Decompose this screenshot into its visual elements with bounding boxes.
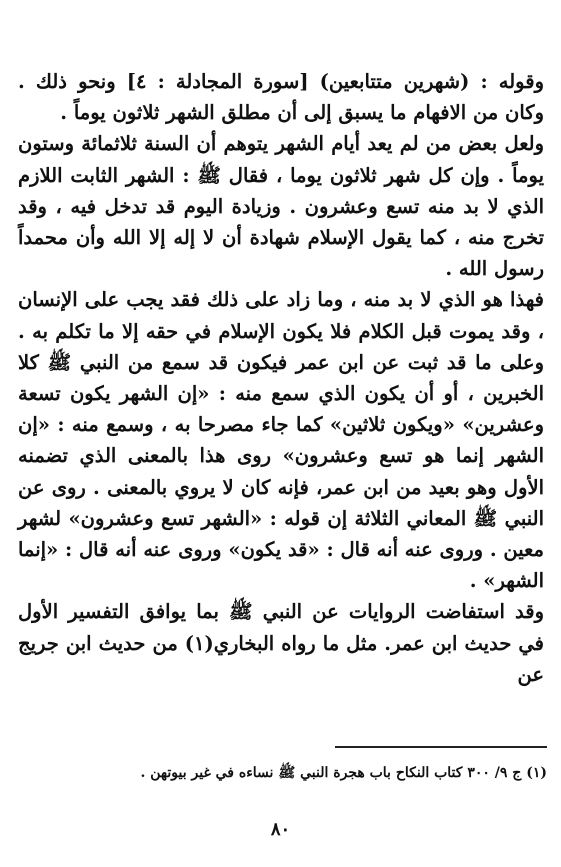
paragraph-2: ولعل بعض من لم يعد أيام الشهر يتوهم أن السنة ثلاثمائة وستون يوماً . وإن كل شهر ثلاثون يوما ، فقال ﷺ : الشهر الثابت اللازم الذي لا بد منه تسع وعشرون . وزيادة اليوم قد تدخل فيه ، وقد تخرج منه ، كما يقول الإسلام شهادة أن لا إله إلا الله وأن محمداً رسول الله . [18, 132, 544, 281]
footnote: (١) ج ٩/ ٣٠٠ كتاب النكاح باب هجرة النبي ﷺ نساءه في غير بيوتهن . [140, 765, 547, 781]
page-number: ٨٠ [270, 819, 291, 840]
paragraph-3: فهذا هو الذي لا بد منه ، وما زاد على ذلك فقد يجب على الإنسان ، وقد يموت قبل الكلام فلا يكون الإسلام في حقه إلا ما تكلم به . وعلى ما قد ثبت عن ابن عمر فيكون قد سمع من النبي ﷺ كلا الخبرين ، أو أن يكون الذي سمع منه : «إن الشهر يكون تسعة وعشرين» «ويكون ثلاثين» كما جاء مصرحا به ، وسمع منه : «إن الشهر إنما هو تسع وعشرون» روى هذا بالمعنى الذي تضمنه الأول وهو بعيد من ابن عمر، فإنه كان لا يروي بالمعنى . روى عن النبي ﷺ المعاني الثلاثة إن قوله : «الشهر تسع وعشرون» لشهر معين . وروى عنه أنه قال : «قد يكون» وروى عنه أنه قال : «إنما الشهر» . [17, 288, 544, 593]
paragraph-4: وقد استفاضت الروايات عن النبي ﷺ بما يوافق التفسير الأول في حديث ابن عمر. مثل ما رواه البخاري(١) من حديث ابن جريج عن [18, 600, 544, 686]
footnote-divider [335, 746, 547, 748]
main-text [18, 66, 544, 690]
paragraph-1: وقوله : (شهرين متتابعين) [سورة المجادلة : ٤] ونحو ذلك . وكان من الافهام ما يسبق إلى أن مطلق الشهر ثلاثون يوماً . [18, 70, 544, 125]
